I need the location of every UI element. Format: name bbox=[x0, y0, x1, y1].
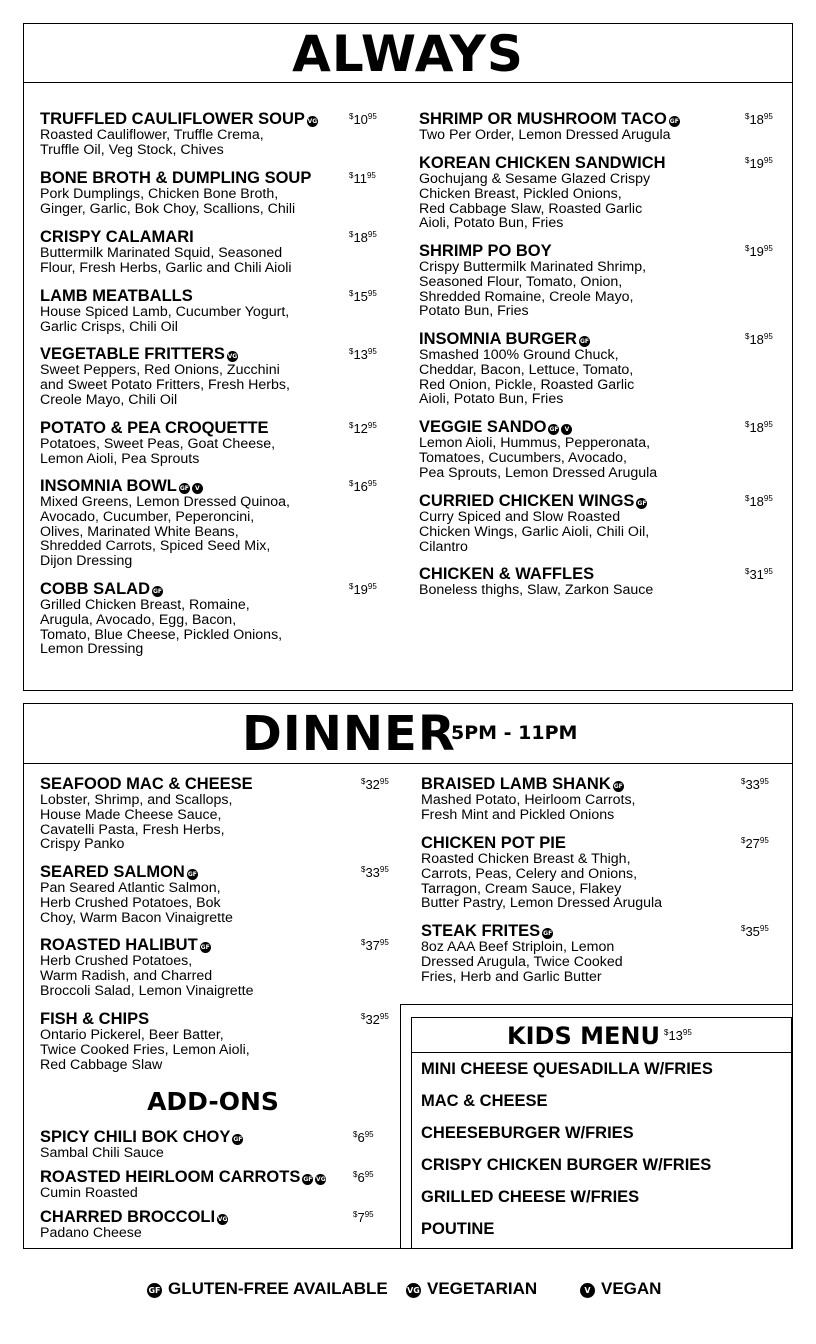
menu-item bbox=[419, 243, 646, 319]
gluten-free-icon: GF bbox=[187, 871, 197, 878]
currency-symbol: $ bbox=[353, 1170, 358, 1179]
price-cents: 95 bbox=[763, 420, 773, 429]
menu-item bbox=[40, 229, 292, 276]
dinner-hours: 5PM - 11PM bbox=[451, 722, 578, 744]
item-description: Shredded Romaine, Creole Mayo, bbox=[419, 288, 634, 305]
always-title: ALWAYS bbox=[292, 25, 524, 83]
item-description: Lemon Aioli, Pea Sprouts bbox=[40, 450, 200, 467]
item-name bbox=[40, 581, 282, 598]
item-description: Herb Crushed Potatoes, Bok bbox=[40, 894, 221, 911]
price-dollars: 15 bbox=[353, 289, 368, 304]
currency-symbol: $ bbox=[741, 777, 746, 786]
legend-label: VEGAN bbox=[601, 1279, 662, 1298]
item-name bbox=[40, 864, 233, 881]
menu-item bbox=[419, 493, 649, 554]
item-name bbox=[40, 1209, 228, 1226]
vegetarian-icon: VG bbox=[406, 1283, 421, 1298]
item-name-text: CRISPY CALAMARI bbox=[40, 228, 194, 246]
price-cents: 95 bbox=[367, 582, 377, 591]
gluten-free-icon: GF bbox=[543, 930, 553, 937]
item-description: Olives, Marinated White Beans, bbox=[40, 523, 239, 540]
item-description: Roasted Cauliflower, Truffle Crema, bbox=[40, 127, 264, 143]
item-name bbox=[40, 776, 253, 793]
menu-item bbox=[40, 1011, 250, 1072]
item-price bbox=[361, 777, 389, 792]
item-description: Fresh Mint and Pickled Onions bbox=[421, 806, 615, 823]
item-name-text: CHICKEN POT PIE bbox=[421, 834, 566, 852]
menu-item bbox=[419, 111, 680, 143]
item-price bbox=[349, 479, 377, 494]
price-dollars: 27 bbox=[745, 836, 760, 851]
menu-item bbox=[40, 288, 289, 335]
item-description: Roasted Chicken Breast & Thigh, bbox=[421, 851, 631, 867]
item-description: and Sweet Potato Fritters, Fresh Herbs, bbox=[40, 376, 290, 393]
gluten-free-icon: GF bbox=[637, 500, 647, 507]
currency-symbol: $ bbox=[353, 1210, 358, 1219]
item-description: Red Cabbage Slaw bbox=[40, 1056, 163, 1073]
currency-symbol: $ bbox=[745, 112, 750, 121]
item-price bbox=[361, 865, 389, 880]
item-name bbox=[40, 288, 289, 305]
item-name bbox=[419, 111, 680, 128]
item-description: Dijon Dressing bbox=[40, 553, 133, 570]
menu-item bbox=[40, 937, 253, 998]
price-dollars: 33 bbox=[365, 865, 380, 880]
item-price bbox=[349, 112, 377, 127]
item-price bbox=[361, 938, 389, 953]
price-dollars: 37 bbox=[365, 938, 380, 953]
item-description: Shredded Carrots, Spiced Seed Mix, bbox=[40, 538, 271, 555]
item-price bbox=[349, 289, 377, 304]
item-name-text: LAMB MEATBALLS bbox=[40, 287, 193, 305]
item-name bbox=[40, 111, 318, 128]
item-description: Dressed Arugula, Twice Cooked bbox=[421, 953, 623, 970]
currency-symbol: $ bbox=[349, 230, 354, 239]
legend-label: GLUTEN-FREE AVAILABLE bbox=[168, 1279, 388, 1298]
price-cents: 95 bbox=[759, 777, 769, 786]
item-description: Lemon Dressing bbox=[40, 641, 144, 658]
item-description: Broccoli Salad, Lemon Vinaigrette bbox=[40, 982, 254, 999]
price-cents: 95 bbox=[763, 112, 773, 121]
price-dollars: 16 bbox=[353, 479, 368, 494]
vegan-icon: V bbox=[192, 483, 203, 494]
gluten-free-icon: GF bbox=[200, 944, 210, 951]
item-description: Cilantro bbox=[419, 538, 468, 555]
item-name-text: BONE BROTH & DUMPLING SOUP bbox=[40, 169, 312, 187]
item-name-text: STEAK FRITES bbox=[421, 922, 541, 940]
legend-item bbox=[580, 1279, 661, 1299]
price-cents: 95 bbox=[366, 171, 376, 180]
item-description: Flour, Fresh Herbs, Garlic and Chili Aioli bbox=[40, 259, 292, 276]
item-description: Pan Seared Atlantic Salmon, bbox=[40, 880, 221, 896]
price-dollars: 6 bbox=[357, 1170, 365, 1185]
menu-item bbox=[40, 346, 290, 407]
item-name-text: BRAISED LAMB SHANK bbox=[421, 775, 611, 793]
price-dollars: 18 bbox=[749, 112, 764, 127]
item-description: Carrots, Peas, Celery and Onions, bbox=[421, 865, 638, 882]
vegan-icon: V bbox=[580, 1283, 595, 1298]
currency-symbol: $ bbox=[353, 1130, 358, 1139]
item-name bbox=[421, 776, 635, 793]
vegetarian-icon: VG bbox=[227, 353, 238, 360]
item-price bbox=[741, 924, 769, 939]
item-name bbox=[40, 229, 292, 246]
item-description: House Made Cheese Sauce, bbox=[40, 806, 222, 823]
currency-symbol: $ bbox=[745, 156, 750, 165]
item-name-text: CHICKEN & WAFFLES bbox=[419, 565, 595, 583]
item-description: Herb Crushed Potatoes, bbox=[40, 953, 193, 969]
item-name-text: CURRIED CHICKEN WINGS bbox=[419, 492, 635, 510]
item-description: Two Per Order, Lemon Dressed Arugula bbox=[419, 127, 671, 143]
price-cents: 95 bbox=[364, 1170, 374, 1179]
gluten-free-icon: GF bbox=[549, 426, 559, 433]
kids-menu-item: POUTINE bbox=[421, 1220, 495, 1238]
item-description: Padano Cheese bbox=[40, 1225, 142, 1241]
item-name bbox=[419, 331, 634, 348]
item-name-text: POTATO & PEA CROQUETTE bbox=[40, 419, 269, 437]
item-description: Tomato, Blue Cheese, Pickled Onions, bbox=[40, 626, 283, 643]
price-dollars: 33 bbox=[745, 777, 760, 792]
item-description: Sambal Chili Sauce bbox=[40, 1145, 164, 1161]
item-name-text: SPICY CHILI BOK CHOY bbox=[40, 1128, 231, 1146]
item-description: Crispy Panko bbox=[40, 836, 125, 853]
kids-menu-item: GRILLED CHEESE W/FRIES bbox=[421, 1188, 640, 1206]
item-name bbox=[419, 419, 657, 436]
menu-item bbox=[40, 170, 311, 217]
gluten-free-icon: GF bbox=[579, 338, 589, 345]
item-price bbox=[349, 582, 377, 597]
menu-item bbox=[419, 419, 657, 480]
menu-item bbox=[40, 1129, 243, 1161]
item-name bbox=[421, 923, 623, 940]
currency-symbol: $ bbox=[745, 420, 750, 429]
currency-symbol: $ bbox=[361, 1012, 366, 1021]
item-description: Mashed Potato, Heirloom Carrots, bbox=[421, 792, 636, 808]
item-price bbox=[745, 244, 773, 259]
menu-item bbox=[40, 420, 275, 467]
price-cents: 95 bbox=[759, 836, 769, 845]
item-price bbox=[741, 836, 769, 851]
price-cents: 95 bbox=[367, 289, 377, 298]
currency-symbol: $ bbox=[741, 924, 746, 933]
price-cents: 95 bbox=[763, 244, 773, 253]
dinner-divider bbox=[23, 763, 793, 764]
item-price bbox=[349, 171, 376, 186]
item-price bbox=[745, 420, 773, 435]
price-dollars: 19 bbox=[749, 244, 764, 259]
price-dollars: 18 bbox=[749, 420, 764, 435]
price-cents: 95 bbox=[763, 494, 773, 503]
kids-menu-item: MAC & CHEESE bbox=[421, 1092, 548, 1110]
gluten-free-icon: GF bbox=[303, 1176, 313, 1183]
currency-symbol: $ bbox=[349, 479, 354, 488]
item-price bbox=[745, 112, 773, 127]
item-description: Red Onion, Pickle, Roasted Garlic bbox=[419, 376, 635, 393]
item-description: Aioli, Potato Bun, Fries bbox=[419, 215, 564, 232]
item-name bbox=[419, 243, 646, 260]
item-name-text: FISH & CHIPS bbox=[40, 1010, 150, 1028]
currency-symbol: $ bbox=[349, 289, 354, 298]
item-name-text: KOREAN CHICKEN SANDWICH bbox=[419, 154, 666, 172]
currency-symbol: $ bbox=[349, 347, 354, 356]
item-description: Potato Bun, Fries bbox=[419, 303, 529, 320]
item-description: Curry Spiced and Slow Roasted bbox=[419, 509, 621, 525]
price-dollars: 7 bbox=[357, 1210, 365, 1225]
item-description: Avocado, Cucumber, Peperoncini, bbox=[40, 508, 255, 525]
vegetarian-icon: VG bbox=[307, 118, 318, 125]
item-name bbox=[40, 170, 311, 187]
legend-item bbox=[147, 1279, 388, 1299]
item-price bbox=[361, 1012, 389, 1027]
item-description: Gochujang & Sesame Glazed Crispy bbox=[419, 171, 651, 187]
currency-symbol: $ bbox=[745, 567, 750, 576]
menu-item bbox=[40, 776, 253, 852]
price-dollars: 13 bbox=[353, 347, 368, 362]
currency-symbol: $ bbox=[349, 171, 354, 180]
price-dollars: 18 bbox=[749, 332, 764, 347]
item-description: Pea Sprouts, Lemon Dressed Arugula bbox=[419, 464, 658, 481]
price-cents: 95 bbox=[763, 156, 773, 165]
price-dollars: 18 bbox=[353, 230, 368, 245]
price-cents: 95 bbox=[379, 777, 389, 786]
item-description: Ginger, Garlic, Bok Choy, Scallions, Chili bbox=[40, 200, 296, 217]
price-dollars: 10 bbox=[353, 112, 368, 127]
kids-menu-item: CRISPY CHICKEN BURGER W/FRIES bbox=[421, 1156, 712, 1174]
item-description: Twice Cooked Fries, Lemon Aioli, bbox=[40, 1041, 250, 1058]
dinner-title: DINNER bbox=[242, 706, 456, 762]
item-price bbox=[349, 347, 377, 362]
item-description: Garlic Crisps, Chili Oil bbox=[40, 318, 178, 335]
price-cents: 95 bbox=[759, 924, 769, 933]
price-cents: 95 bbox=[763, 332, 773, 341]
item-description: Buttermilk Marinated Squid, Seasoned bbox=[40, 245, 283, 261]
item-price bbox=[745, 567, 773, 582]
item-description: Tomatoes, Cucumbers, Avocado, bbox=[419, 449, 627, 466]
item-name bbox=[40, 478, 290, 495]
item-description: Potatoes, Sweet Peas, Goat Cheese, bbox=[40, 436, 276, 452]
item-price bbox=[741, 777, 769, 792]
item-description: Fries, Herb and Garlic Butter bbox=[421, 968, 602, 985]
item-description: Lobster, Shrimp, and Scallops, bbox=[40, 792, 233, 808]
item-name bbox=[40, 937, 253, 954]
currency-symbol: $ bbox=[361, 865, 366, 874]
item-price bbox=[349, 230, 377, 245]
gluten-free-icon: GF bbox=[147, 1283, 162, 1298]
menu-item bbox=[40, 1209, 228, 1241]
item-name-text: SHRIMP OR MUSHROOM TACO bbox=[419, 110, 667, 128]
price-dollars: 6 bbox=[357, 1130, 365, 1145]
item-price bbox=[745, 332, 773, 347]
price-cents: 95 bbox=[367, 230, 377, 239]
item-description: Aioli, Potato Bun, Fries bbox=[419, 391, 564, 408]
legend-label: VEGETARIAN bbox=[427, 1279, 538, 1298]
item-name bbox=[419, 493, 649, 510]
price-cents: 95 bbox=[379, 1012, 389, 1021]
menu-item bbox=[40, 111, 318, 158]
item-price bbox=[353, 1170, 374, 1185]
currency-symbol: $ bbox=[361, 777, 366, 786]
gluten-free-icon: GF bbox=[152, 588, 163, 595]
price-cents: 95 bbox=[364, 1130, 374, 1139]
item-price bbox=[353, 1130, 374, 1145]
item-name-text: ROASTED HALIBUT bbox=[40, 936, 198, 954]
price-dollars: 19 bbox=[749, 156, 764, 171]
item-price bbox=[745, 494, 773, 509]
currency-symbol: $ bbox=[349, 112, 354, 121]
gluten-free-icon: GF bbox=[613, 783, 623, 790]
currency-symbol: $ bbox=[361, 938, 366, 947]
item-name-text: SHRIMP PO BOY bbox=[419, 242, 552, 260]
vegetarian-icon: VG bbox=[316, 1176, 326, 1183]
kids-menu-item: MINI CHEESE QUESADILLA W/FRIES bbox=[421, 1060, 713, 1078]
currency-symbol: $ bbox=[745, 244, 750, 253]
currency-symbol: $ bbox=[349, 582, 354, 591]
item-name bbox=[421, 835, 662, 852]
item-description: Arugula, Avocado, Egg, Bacon, bbox=[40, 611, 237, 628]
price-dollars: 12 bbox=[353, 421, 368, 436]
item-name bbox=[40, 1011, 250, 1028]
price-dollars: 32 bbox=[365, 1012, 380, 1027]
price-dollars: 32 bbox=[365, 777, 380, 792]
menu-item bbox=[419, 566, 653, 598]
price-dollars: 11 bbox=[353, 171, 367, 186]
item-name-text: VEGETABLE FRITTERS bbox=[40, 345, 225, 363]
item-description: Crispy Buttermilk Marinated Shrimp, bbox=[419, 259, 647, 275]
item-description: Chicken Wings, Garlic Aioli, Chili Oil, bbox=[419, 523, 650, 540]
item-description: Boneless thighs, Slaw, Zarkon Sauce bbox=[419, 582, 654, 598]
currency-symbol: $ bbox=[349, 421, 354, 430]
menu-item bbox=[419, 155, 666, 231]
item-price bbox=[349, 421, 377, 436]
price-cents: 95 bbox=[379, 938, 389, 947]
item-description: Seasoned Flour, Tomato, Onion, bbox=[419, 273, 623, 290]
price-cents: 95 bbox=[364, 1210, 374, 1219]
kids-menu-item: CHEESEBURGER W/FRIES bbox=[421, 1124, 634, 1142]
addons-title: ADD-ONS bbox=[147, 1087, 279, 1116]
menu-item bbox=[419, 331, 634, 407]
item-name-text: SEAFOOD MAC & CHEESE bbox=[40, 775, 253, 793]
gluten-free-icon: GF bbox=[233, 1136, 243, 1143]
item-description: Cavatelli Pasta, Fresh Herbs, bbox=[40, 821, 225, 838]
price-cents: 95 bbox=[379, 865, 389, 874]
item-name-text: SEARED SALMON bbox=[40, 863, 185, 881]
item-price bbox=[745, 156, 773, 171]
item-description: Ontario Pickerel, Beer Batter, bbox=[40, 1027, 224, 1043]
vegan-icon: V bbox=[561, 424, 572, 435]
item-description: Red Cabbage Slaw, Roasted Garlic bbox=[419, 200, 643, 217]
gluten-free-icon: GF bbox=[669, 118, 679, 125]
dinner-col-divider bbox=[400, 1004, 401, 1249]
item-description: Chicken Breast, Pickled Onions, bbox=[419, 185, 622, 202]
price-cents: 95 bbox=[367, 347, 377, 356]
item-name bbox=[419, 566, 653, 583]
item-description: Cheddar, Bacon, Lettuce, Tomato, bbox=[419, 361, 634, 378]
currency-symbol: $ bbox=[745, 332, 750, 341]
item-name-text: COBB SALAD bbox=[40, 580, 150, 598]
price-cents: 95 bbox=[367, 421, 377, 430]
price-dollars: 35 bbox=[745, 924, 760, 939]
menu-item bbox=[40, 581, 282, 657]
item-description: Mixed Greens, Lemon Dressed Quinoa, bbox=[40, 494, 290, 510]
item-description: 8oz AAA Beef Striploin, Lemon bbox=[421, 939, 615, 955]
price-dollars: 19 bbox=[353, 582, 368, 597]
legend-item bbox=[406, 1279, 537, 1299]
item-description: Choy, Warm Bacon Vinaigrette bbox=[40, 909, 233, 926]
price-cents: 95 bbox=[763, 567, 773, 576]
menu-item bbox=[421, 835, 662, 911]
vegetarian-icon: VG bbox=[217, 1216, 228, 1223]
item-name bbox=[40, 1129, 243, 1146]
item-description: Truffle Oil, Veg Stock, Chives bbox=[40, 141, 224, 158]
item-name-text: TRUFFLED CAULIFLOWER SOUP bbox=[40, 110, 305, 128]
item-description: Creole Mayo, Chili Oil bbox=[40, 391, 178, 408]
item-name bbox=[40, 1169, 326, 1186]
currency-symbol: $ bbox=[741, 836, 746, 845]
kids-title: KIDS MENU bbox=[507, 1022, 660, 1050]
menu-item bbox=[40, 1169, 326, 1201]
price-dollars: 31 bbox=[749, 567, 764, 582]
item-description: Butter Pastry, Lemon Dressed Arugula bbox=[421, 895, 663, 912]
kids-divider bbox=[411, 1052, 792, 1053]
menu-item bbox=[40, 478, 290, 569]
menu-item bbox=[421, 776, 635, 823]
currency-symbol: $ bbox=[745, 494, 750, 503]
gluten-free-icon: GF bbox=[179, 485, 189, 492]
item-name-text: INSOMNIA BURGER bbox=[419, 330, 577, 348]
item-name bbox=[40, 420, 275, 437]
item-description: Lemon Aioli, Hummus, Pepperonata, bbox=[419, 435, 651, 451]
item-name-text: VEGGIE SANDO bbox=[419, 418, 547, 436]
price-cents: 95 bbox=[367, 112, 377, 121]
item-name-text: ROASTED HEIRLOOM CARROTS bbox=[40, 1168, 301, 1186]
menu-item bbox=[421, 923, 623, 984]
item-description: Sweet Peppers, Red Onions, Zucchini bbox=[40, 362, 280, 378]
item-description: Pork Dumplings, Chicken Bone Broth, bbox=[40, 186, 279, 202]
menu-item bbox=[40, 864, 233, 925]
item-description: Grilled Chicken Breast, Romaine, bbox=[40, 597, 250, 613]
item-price bbox=[353, 1210, 374, 1225]
price-cents: 95 bbox=[367, 479, 377, 488]
item-name-text: CHARRED BROCCOLI bbox=[40, 1208, 216, 1226]
item-description: Tarragon, Cream Sauce, Flakey bbox=[421, 880, 622, 897]
item-name bbox=[40, 346, 290, 363]
item-description: Warm Radish, and Charred bbox=[40, 967, 213, 984]
price-dollars: 18 bbox=[749, 494, 764, 509]
item-name bbox=[419, 155, 666, 172]
kids-price: $^{\$}13^{95}$ bbox=[664, 1028, 692, 1043]
item-description: Smashed 100% Ground Chuck, bbox=[419, 347, 619, 363]
item-description: Cumin Roasted bbox=[40, 1185, 138, 1201]
dinner-right-divider bbox=[400, 1004, 793, 1005]
item-description: House Spiced Lamb, Cucumber Yogurt, bbox=[40, 304, 290, 320]
item-name-text: INSOMNIA BOWL bbox=[40, 477, 177, 495]
